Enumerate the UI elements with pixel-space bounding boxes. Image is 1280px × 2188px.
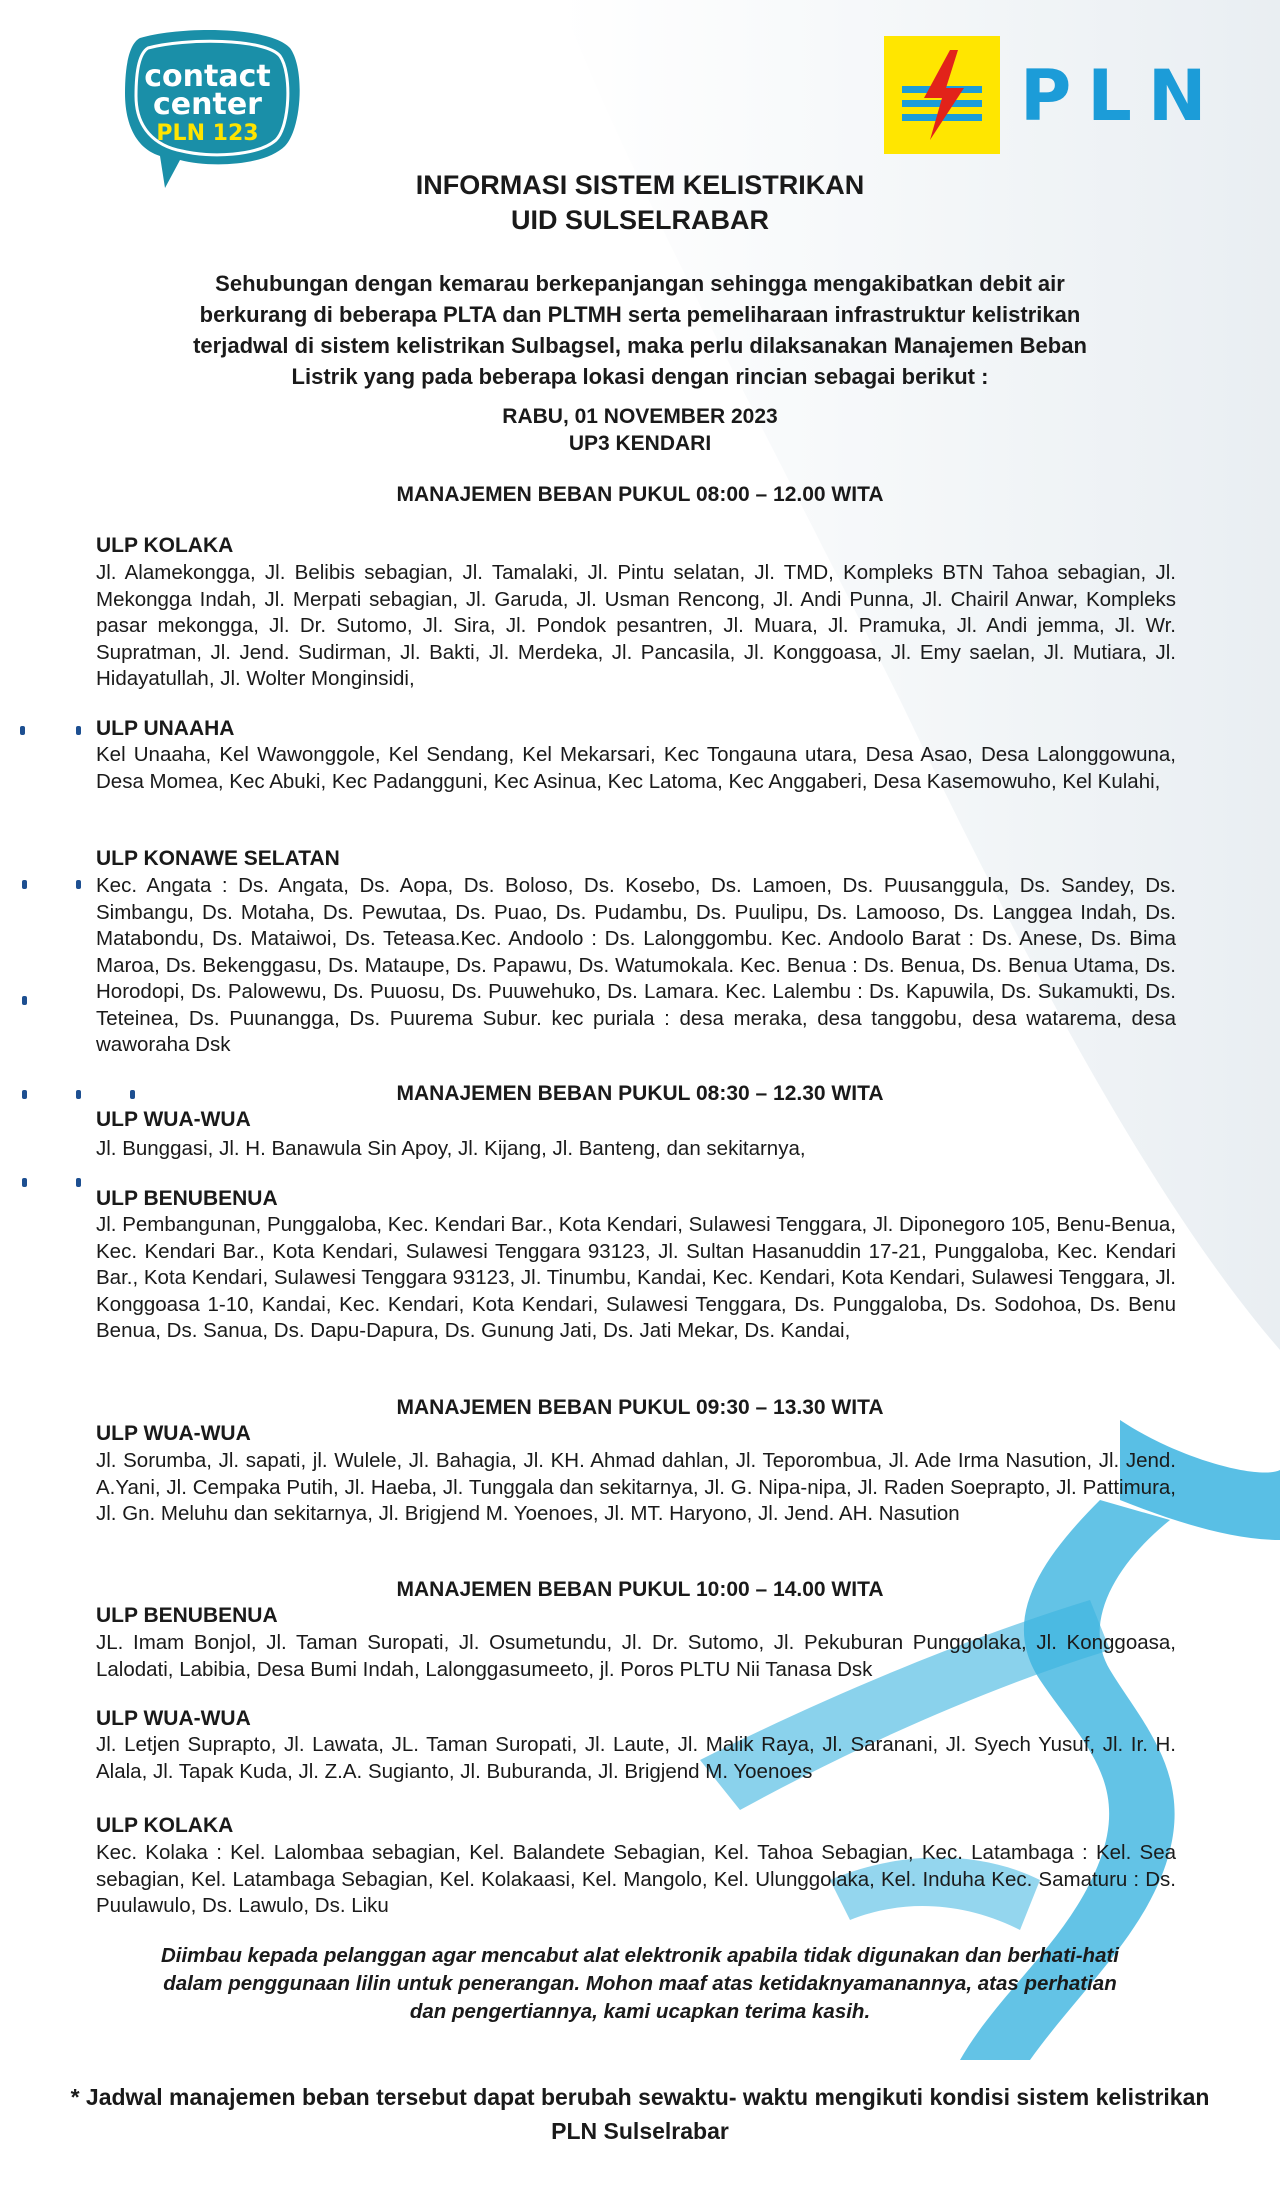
ulp-name: ULP WUA-WUA [96,1422,251,1445]
unit-line: UP3 KENDARI [568,432,712,455]
ulp-name: ULP WUA-WUA [96,1707,251,1730]
slot-heading: MANAJEMEN BEBAN PUKUL 09:30 – 13.30 WITA [396,1396,884,1419]
title-line1: INFORMASI SISTEM KELISTRIKAN [415,170,865,200]
pln-emblem [884,36,1000,154]
footnote-line1: * Jadwal manajemen beban tersebut dapat berubah sewaktu- waktu mengikuti kondisi sistem kelistrikan [70,2084,1210,2110]
ulp-areas: Kec. Kolaka : Kel. Lalombaa sebagian, Kel. Balandete Sebagian, Kel. Tahoa Sebagian, Kec. Latambaga : Kel. Sea sebagian, Kel. Latambaga Sebagian, Kel. Kolakaasi, Kel. Mangolo, Kel. Ulunggolaka, Kel. Induha Kec. Samaturu : Ds. Puulawulo, Ds. Lawulo, Ds. Liku [96,1841,1176,1917]
footnote-line2: PLN Sulselrabar [551,2118,729,2144]
ulp-name: ULP KOLAKA [96,534,234,557]
slot-heading: MANAJEMEN BEBAN PUKUL 10:00 – 14.00 WITA [396,1578,884,1601]
lightning-icon [884,36,1000,154]
ulp-areas: Jl. Letjen Suprapto, Jl. Lawata, JL. Taman Suropati, Jl. Laute, Jl. Malik Raya, Jl. Saranani, Jl. Syech Yusuf, Jl. Ir. H. Alala, Jl. Tapak Kuda, Jl. Z.A. Sugianto, Jl. Buburanda, Jl. Brigjend M. Yoenoes [96,1733,1176,1783]
title-line2: UID SULSELRABAR [510,205,769,235]
slot-heading: MANAJEMEN BEBAN PUKUL 08:00 – 12.00 WITA [396,483,884,506]
slot-heading: MANAJEMEN BEBAN PUKUL 08:30 – 12.30 WITA [396,1082,884,1105]
ulp-name: ULP KONAWE SELATAN [96,847,340,870]
closing-line3: dan pengertiannya, kami ucapkan terima kasih. [409,2000,871,2023]
intro-line2: berkurang di beberapa PLTA dan PLTMH serta pemeliharaan infrastruktur kelistrikan [199,302,1081,327]
closing-line1: Diimbau kepada pelanggan agar mencabut alat elektronik apabila tidak digunakan dan berhati-hati [160,1944,1120,1967]
ulp-areas: Jl. Sorumba, Jl. sapati, jl. Wulele, Jl. Bahagia, Jl. KH. Ahmad dahlan, Jl. Teporombua, Jl. Ade Irma Nasution, Jl. Jend. A.Yani, Jl. Cempaka Putih, Jl. Haeba, Jl. Tunggala dan sekitarnya, Jl. G. Nipa-nipa, Jl. Raden Soeprapto, Jl. Pattimura, Jl. Gn. Meluhu dan sekitarnya, Jl. Brigjend M. Yoenoes, Jl. MT. Haryono, Jl. Jend. AH. Nasution [96,1449,1176,1525]
contact-center-logo [120,28,310,188]
ulp-areas: Kec. Angata : Ds. Angata, Ds. Aopa, Ds. Boloso, Ds. Kosebo, Ds. Lamoen, Ds. Puusanggula, Ds. Sandey, Ds. Simbangu, Ds. Motaha, Ds. Pewutaa, Ds. Puao, Ds. Pudambu, Ds. Puulipu, Ds. Lamooso, Ds. Langgea Indah, Ds. Matabondu, Ds. Mataiwoi, Ds. Teteasa.Kec. Andoolo : Ds. Lalonggombu. Kec. Andoolo Barat : Ds. Anese, Ds. Bima Maroa, Ds. Bekenggasu, Ds. Mataupe, Ds. Papawu, Ds. Watumokala. Kec. Benua : Ds. Benua, Ds. Benua Utama, Ds. Horodopi, Ds. Palowewu, Ds. Puuosu, Ds. Puuwehuko, Ds. Lamara. Kec. Lalembu : Ds. Kapuwila, Ds. Sukamukti, Ds. Teteinea, Ds. Puunangga, Ds. Puurema Subur. kec puriala : desa meraka, desa tanggobu, desa watarema, desa waworaha Dsk [96,874,1176,1056]
ulp-name: ULP BENUBENUA [96,1604,278,1627]
contact-center-line3: PLN 123 [156,121,259,146]
ulp-name: ULP WUA-WUA [96,1108,251,1131]
ulp-areas: Jl. Bunggasi, Jl. H. Banawula Sin Apoy, Jl. Kijang, Jl. Banteng, dan sekitarnya, [96,1137,806,1160]
intro-line1: Sehubungan dengan kemarau berkepanjangan sehingga mengakibatkan debit air [215,271,1065,296]
ulp-areas: Jl. Pembangunan, Punggaloba, Kec. Kendari Bar., Kota Kendari, Sulawesi Tenggara, Jl. Diponegoro 105, Benu-Benua, Kec. Kendari Bar., Kota Kendari, Sulawesi Tenggara 93123, Jl. Sultan Hasanuddin 17-21, Punggaloba, Kec. Kendari Bar., Kota Kendari, Sulawesi Tenggara 93123, Jl. Tinumbu, Kandai, Kec. Kendari, Kota Kendari, Sulawesi Tenggara, Jl. Konggoasa 1-10, Kandai, Kec. Kendari, Kota Kendari, Sulawesi Tenggara, Ds. Punggaloba, Ds. Sodohoa, Ds. Benu Benua, Ds. Sanua, Ds. Dapu-Dapura, Ds. Gunung Jati, Ds. Jati Mekar, Ds. Kandai, [96,1213,1177,1342]
intro-line4: Listrik yang pada beberapa lokasi dengan rincian sebagai berikut : [291,364,989,389]
ulp-name: ULP BENUBENUA [96,1187,278,1210]
closing-line2: dalam penggunaan lilin untuk penerangan. Mohon maaf atas ketidaknyamanannya, atas perhatian [163,1972,1117,1995]
ulp-name: ULP UNAAHA [96,717,235,740]
contact-center-line1: contact [144,59,271,94]
ulp-areas: Kel Unaaha, Kel Wawonggole, Kel Sendang, Kel Mekarsari, Kec Tongauna utara, Desa Asao, Desa Lalonggowuna, Desa Momea, Kec Abuki, Kec Padangguni, Kec Asinua, Kec Latoma, Kec Anggaberi, Desa Kasemowuho, Kel Kulahi, [96,743,1176,793]
intro-line3: terjadwal di sistem kelistrikan Sulbagsel, maka perlu dilaksanakan Manajemen Beban [193,333,1087,358]
date-line: RABU, 01 NOVEMBER 2023 [502,405,778,428]
ulp-areas: JL. Imam Bonjol, Jl. Taman Suropati, Jl. Osumetundu, Jl. Dr. Sutomo, Jl. Pekuburan Punggolaka, Jl. Konggoasa, Lalodati, Labibia, Desa Bumi Indah, Lalonggasumeeto, jl. Poros PLTU Nii Tanasa Dsk [96,1631,1176,1681]
pln-logo [880,36,1223,154]
ulp-areas: Jl. Alamekongga, Jl. Belibis sebagian, Jl. Tamalaki, Jl. Pintu selatan, Jl. TMD, Kompleks BTN Tahoa sebagian, Jl. Mekongga Indah, Jl. Merpati sebagian, Jl. Garuda, Jl. Usman Rencong, Jl. Andi Punna, Jl. Chairil Anwar, Kompleks pasar mekongga, Jl. Dr. Sutomo, Jl. Sira, Jl. Pondok pesantren, Jl. Muara, Jl. Pramuka, Jl. Andi jemma, Jl. Wr. Supratman, Jl. Jend. Sudirman, Jl. Bakti, Jl. Merdeka, Jl. Pancasila, Jl. Konggoasa, Jl. Emy saelan, Jl. Mutiara, Jl. Hidayatullah, Jl. Wolter Monginsidi, [96,561,1176,690]
pln-wordmark: PLN [1020,55,1223,137]
ulp-name: ULP KOLAKA [96,1814,234,1837]
contact-center-line2: center [153,87,262,122]
